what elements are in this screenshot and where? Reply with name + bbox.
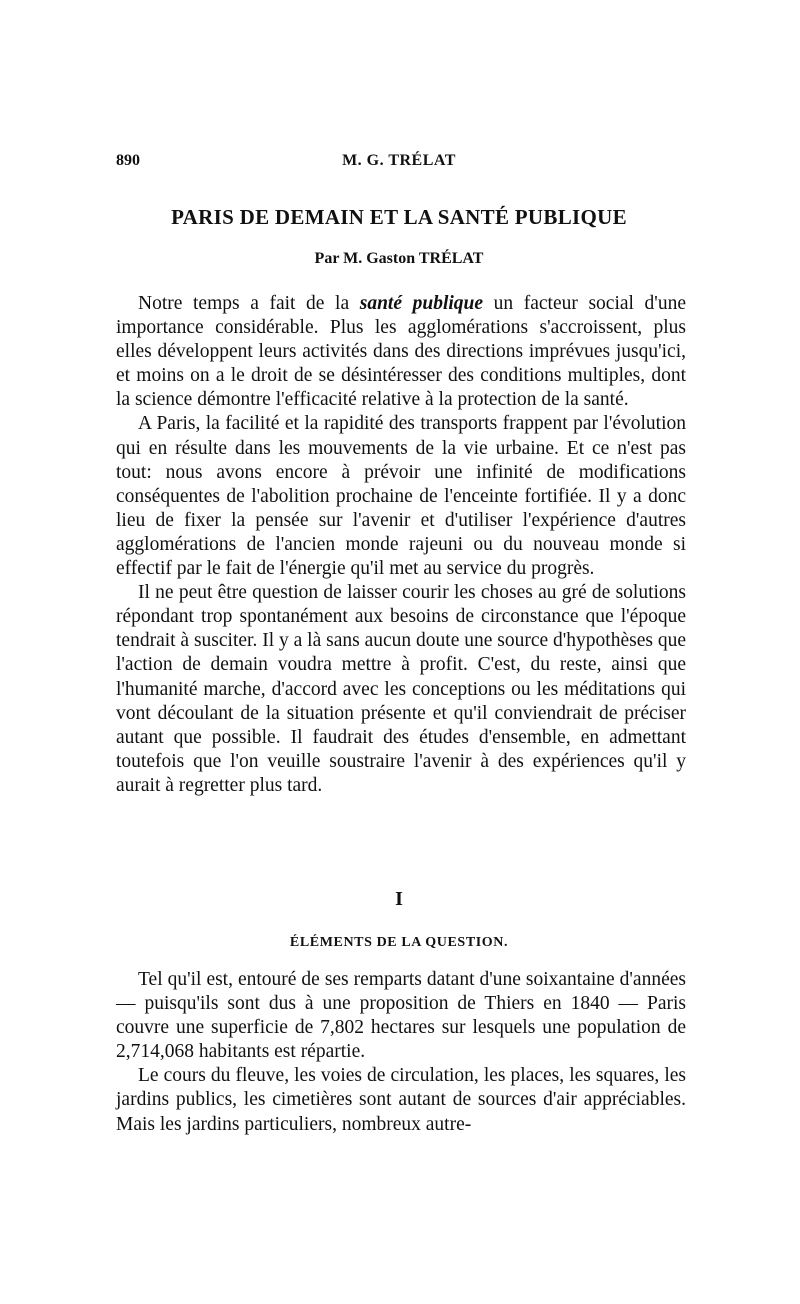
section-text: [116, 968, 686, 1137]
article-title: PARIS DE DEMAIN ET LA SANTÉ PUBLIQUE: [171, 205, 627, 229]
paragraph: Tel qu'il est, entouré de ses remparts datant d'une soixantaine d'années — puisqu'ils sont dus à une proposition de Thiers en 1840 — Paris couvre une superficie de 7,802 hectares sur lesquels une population de 2,714,068 habitants est répartie.: [116, 969, 686, 1063]
running-title: M. G. TRÉLAT: [342, 152, 456, 169]
running-head: [116, 152, 682, 176]
intro-text: [116, 292, 686, 798]
paragraph: [116, 292, 686, 412]
paragraph: Le cours du fleuve, les voies de circulation, les places, les squares, les jardins publics, les cimetières sont autant de sources d'air appréciables. Mais les jardins particuliers, nombreux autre-: [116, 1065, 686, 1135]
paragraph: Il ne peut être question de laisser courir les choses au gré de solutions répondant trop spontanément aux besoins de circonstance que l'époque tendrait à susciter. Il y a là sans aucun doute une source d'hypothèses que l'action de demain voudra mettre à profit. C'est, du reste, ainsi que l'humanité marche, d'accord avec les conceptions ou les méditations qui vont découlant de la situation présente et qu'il conviendrait de préciser autant que possible. Il faudrait des études d'ensemble, en admettant toutefois que l'on veuille soustraire l'avenir à des expériences qu'il y aurait à regretter plus tard.: [116, 582, 686, 796]
emphasis-text: santé publique: [359, 293, 484, 314]
text-run: Notre temps a fait de la: [138, 293, 360, 314]
byline: Par M. Gaston TRÉLAT: [314, 250, 484, 267]
section-numeral: I: [395, 888, 403, 910]
text-run: un facteur social d'une importance considérable. Plus les agglomérations s'accroissent, plus elles développent leurs activités dans des directions imprévues jusqu'ici, et moins on a le droit de se désintéresser des conditions multiples, dont la science démontre l'efficacité relative à la protection de la santé.: [116, 293, 686, 411]
section-title: ÉLÉMENTS DE LA QUESTION.: [289, 935, 509, 950]
paragraph: A Paris, la facilité et la rapidité des transports frappent par l'évolution qui en résulte dans les mouvements de la vie urbaine. Et ce n'est pas tout: nous avons encore à prévoir une infinité de modifications conséquentes de l'abolition prochaine de l'enceinte fortifiée. Il y a donc lieu de fixer la pensée sur l'avenir et d'utiliser l'expérience d'autres agglomérations de l'ancien monde rajeuni ou du nouveau monde si effectif par le fait de l'énergie qu'il met au service du progrès.: [116, 413, 686, 580]
page-number: 890: [116, 152, 140, 169]
